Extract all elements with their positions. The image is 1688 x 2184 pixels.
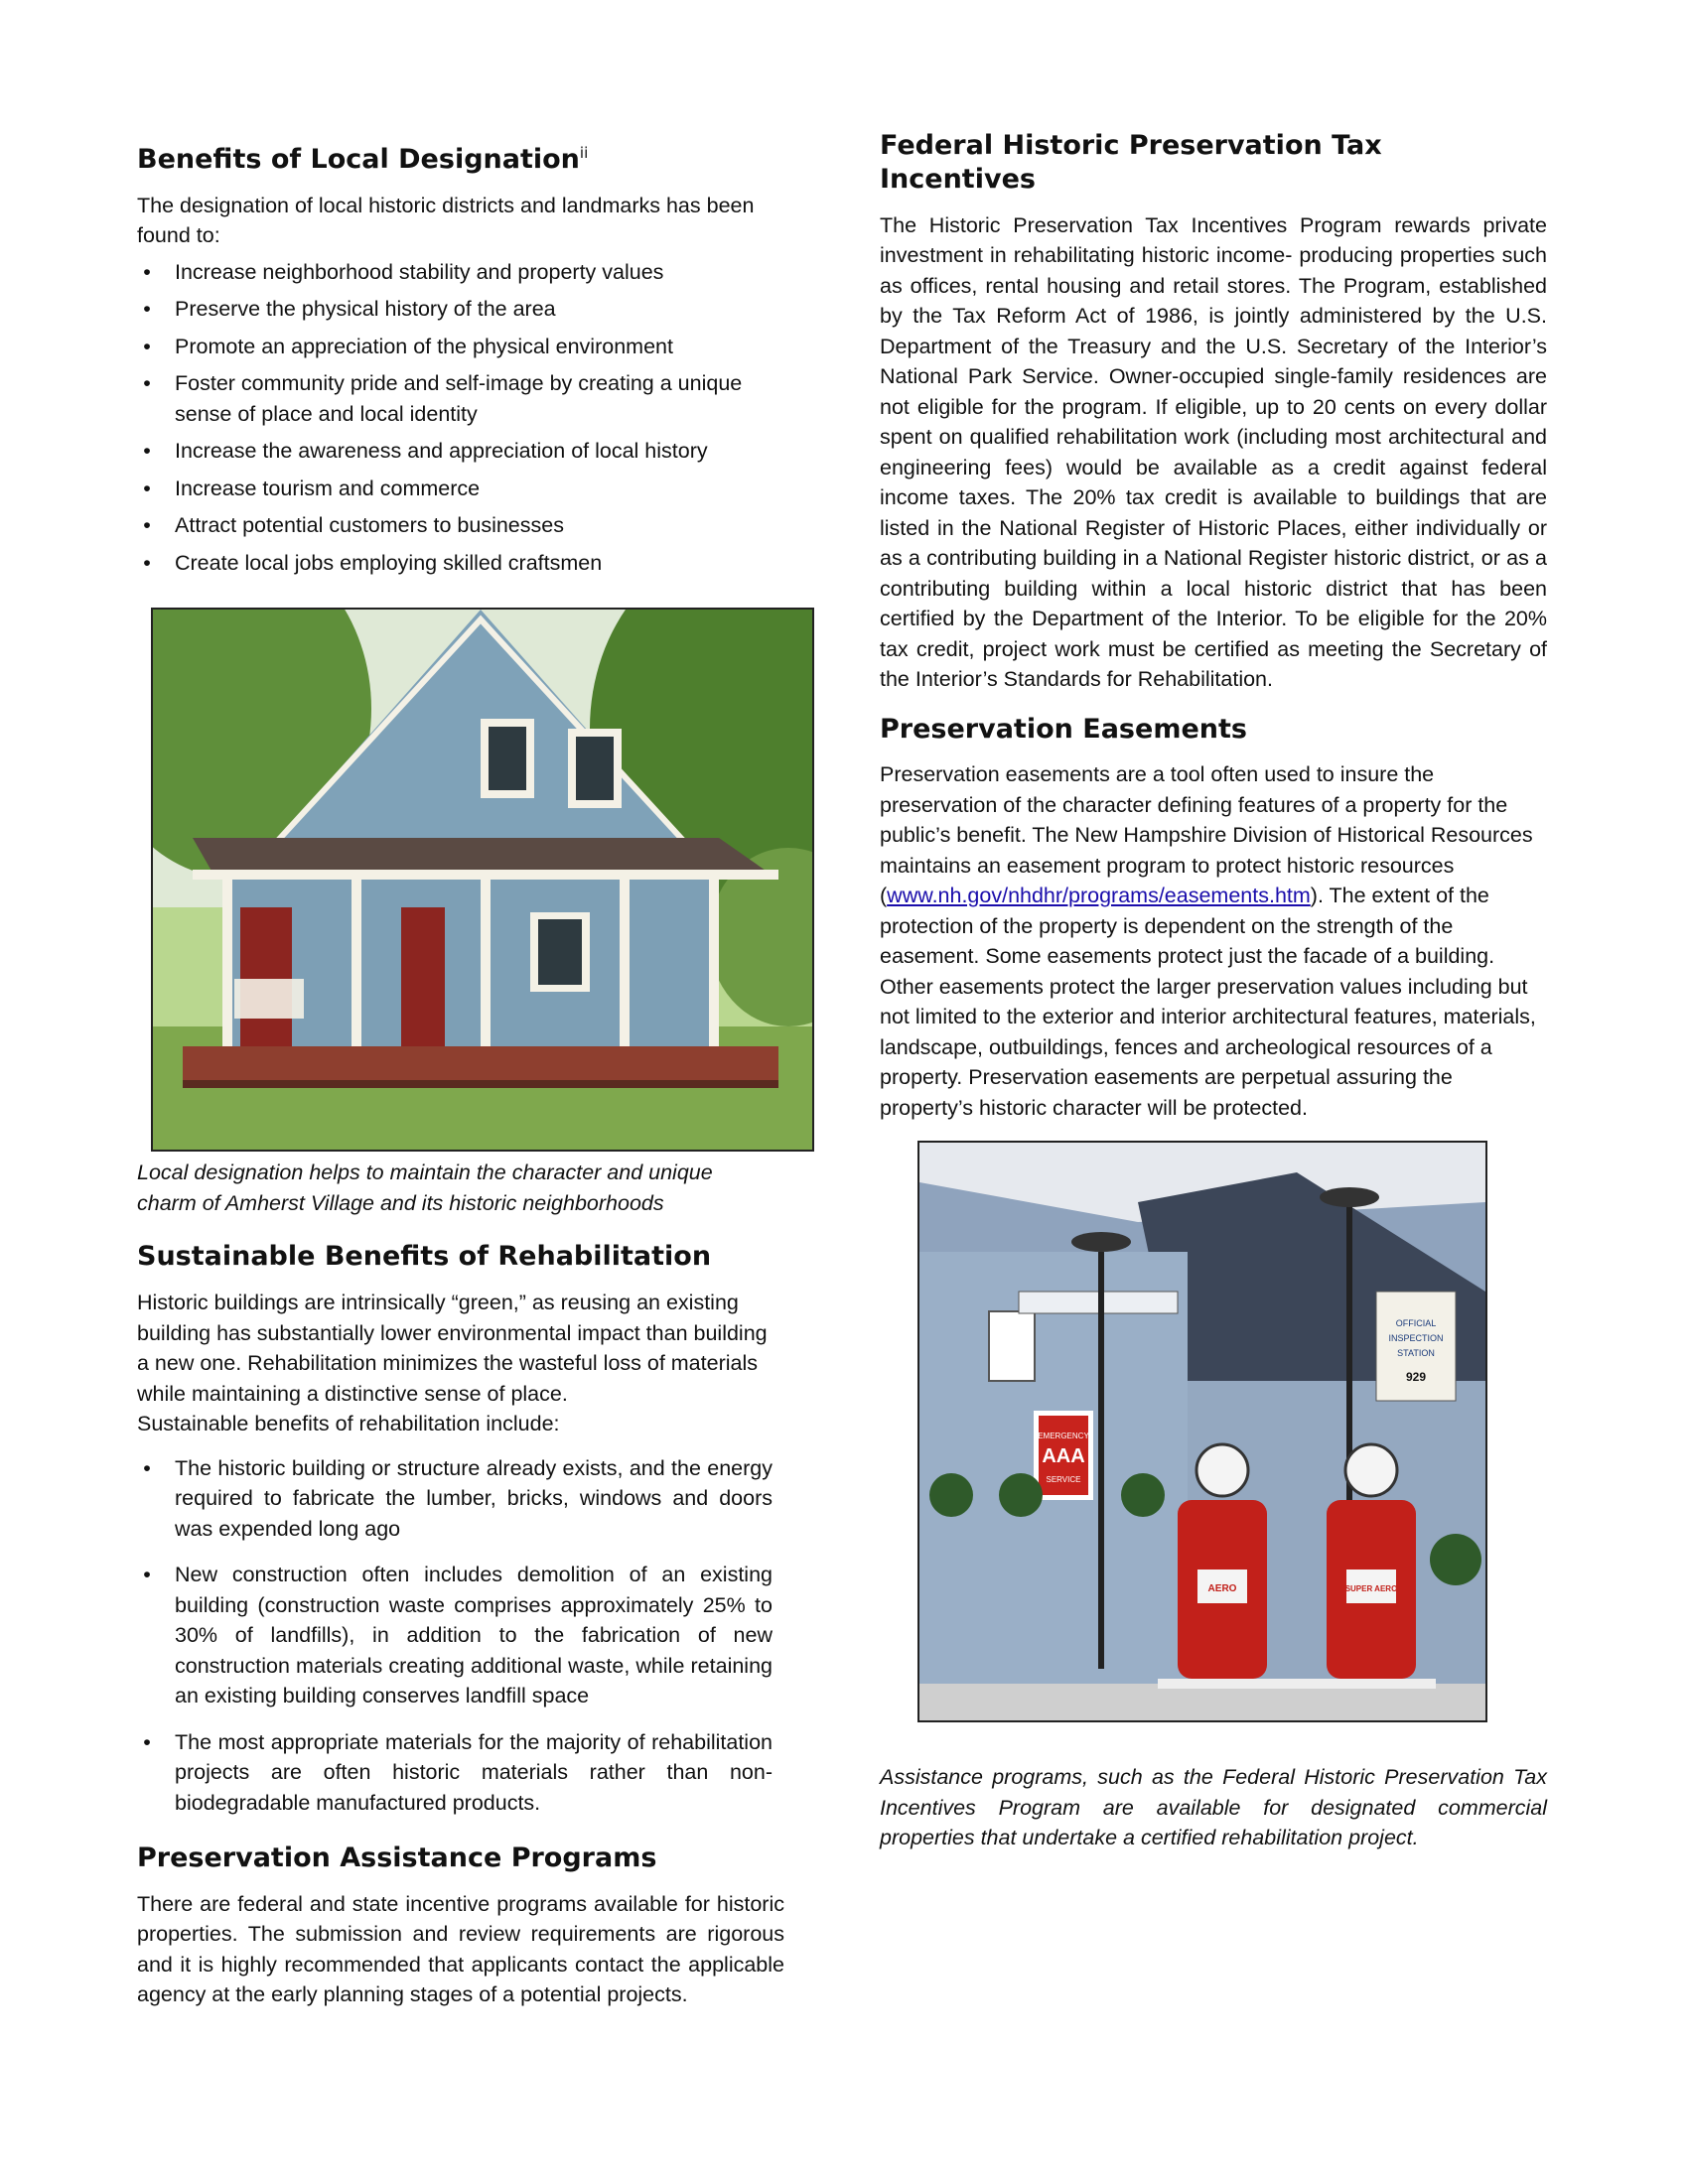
aaa-sign-bottom-text: SERVICE bbox=[1046, 1475, 1081, 1485]
federal-paragraph: The Historic Preservation Tax Incentives Program rewards private investment in rehabilitating historic income- producing properties such as offices, rental housing and retail stores. The Program, established by the Tax Reform Act of 1986, is jointly administered by the U.S. Department of the Treasury and the U.S. Secretary of the Interior’s National Park Service. Owner-occupied single-family residences are not eligible for the program. If eligible, up to 20 cents on every dollar spent on qualified rehabilitation work (including most architectural and engineering fees) would be available as a credit against federal income taxes. The 20% tax credit is available to buildings that are listed in the National Register of Historic Places, either individually or as a contributing building in a National Register historic district, or as a contributing building within a local historic district that has been certified by the Department of the Interior. To be eligible for the 20% tax credit, project work must be certified as meeting the Secretary of the Interior’s Standards for Rehabilitation. bbox=[880, 212, 1547, 691]
benefits-intro: The designation of local historic districts and landmarks has been found to: bbox=[137, 193, 755, 248]
gas-station-photo bbox=[917, 1141, 1487, 1722]
assistance-heading: Preservation Assistance Programs bbox=[137, 1843, 657, 1873]
list-item-text: Increase tourism and commerce bbox=[175, 476, 481, 500]
sustainable-intro: Sustainable benefits of rehabilitation include: bbox=[137, 1412, 560, 1435]
assistance-paragraph: There are federal and state incentive programs available for historic properties. The submission and review requirements are rigorous and it is highly recommended that applicants contact the applicable agency at the early planning stages of a potential projects. bbox=[137, 1891, 784, 2007]
list-item-text: Increase neighborhood stability and property values bbox=[175, 259, 664, 284]
right-column bbox=[880, 129, 1547, 1853]
list-item bbox=[137, 510, 792, 541]
bullet-icon: • bbox=[143, 297, 151, 322]
benefits-list bbox=[137, 257, 792, 579]
list-item bbox=[137, 474, 792, 504]
bullet-icon: • bbox=[143, 439, 151, 464]
house-photo bbox=[151, 608, 814, 1152]
list-item bbox=[137, 548, 792, 579]
easements-text-1: Preservation easements are a tool often used to insure the preservation of the character defining features of a property for the public’s benefit. The New Hampshire Division of Historical Resources maintains an easement program to protect historic resources ( bbox=[880, 762, 1533, 908]
list-item bbox=[137, 332, 792, 362]
benefits-heading bbox=[137, 143, 792, 177]
easements-link[interactable]: www.nh.gov/nhdhr/programs/easements.htm bbox=[887, 884, 1311, 908]
list-item-text: The historic building or structure already exists, and the energy required to fabricate the lumber, bricks, windows and doors was expended long ago bbox=[175, 1455, 773, 1541]
inspection-sign-bottom-text: STATION bbox=[1397, 1348, 1435, 1359]
list-item bbox=[137, 1560, 773, 1711]
benefits-title: Benefits of Local Designation bbox=[137, 144, 580, 175]
sustainable-heading: Sustainable Benefits of Rehabilitation bbox=[137, 1241, 712, 1273]
federal-heading: Federal Historic Preservation Tax Incentives bbox=[880, 130, 1382, 195]
list-item bbox=[137, 368, 792, 429]
list-item-text: Increase the awareness and appreciation of local history bbox=[175, 439, 708, 464]
gas-station-illustration bbox=[919, 1143, 1485, 1720]
sustainable-list bbox=[137, 1453, 773, 1819]
list-item-text: The most appropriate materials for the majority of rehabilitation projects are often historic materials rather than non-biodegradable manufactured products. bbox=[175, 1729, 773, 1815]
list-item-text: Foster community pride and self-image by creating a unique sense of place and local identity bbox=[175, 371, 743, 426]
aaa-sign-text: AAA bbox=[1042, 1445, 1085, 1468]
inspection-sign-text: INSPECTION bbox=[1388, 1333, 1444, 1344]
easements-text-2: ). The extent of the protection of the property is dependent on the strength of the easement. Some easements protect just the facade of a building. Other easements protect the larger preservation values including but not limited to the exterior and interior architectural features, materials, landscape, outbuildings, fences and archeological resources of a property. Preservation easements are perpetual assuring the property’s historic character will be protected. bbox=[880, 884, 1536, 1120]
list-item bbox=[137, 257, 792, 288]
bullet-icon: • bbox=[143, 1729, 151, 1754]
list-item-text: Preserve the physical history of the area bbox=[175, 297, 556, 322]
pump-right-label: SUPER AERO bbox=[1344, 1584, 1398, 1594]
pump-left-label: AERO bbox=[1207, 1583, 1237, 1595]
list-item-text: Create local jobs employing skilled craftsmen bbox=[175, 550, 603, 575]
list-item bbox=[137, 294, 792, 325]
easements-paragraph bbox=[880, 759, 1547, 1123]
list-item-text: New construction often includes demolition of an existing building (construction waste comprises approximately 25% to 30% of landfills), in addition to the fabrication of new construction materials creating additional waste, while retaining an existing building conserves landfill space bbox=[175, 1563, 773, 1707]
left-column bbox=[137, 129, 792, 2010]
bullet-icon: • bbox=[143, 1455, 151, 1480]
inspection-sign-top-text: OFFICIAL bbox=[1395, 1318, 1437, 1329]
house-illustration bbox=[153, 610, 812, 1150]
list-item-text: Promote an appreciation of the physical environment bbox=[175, 334, 673, 358]
list-item-text: Attract potential customers to businesses bbox=[175, 513, 564, 538]
bullet-icon: • bbox=[143, 259, 151, 284]
list-item bbox=[137, 1453, 773, 1545]
bullet-icon: • bbox=[143, 371, 151, 396]
bullet-icon: • bbox=[143, 1563, 151, 1586]
footnote-marker: ii bbox=[579, 144, 589, 162]
bullet-icon: • bbox=[143, 513, 151, 538]
bullet-icon: • bbox=[143, 476, 151, 500]
easements-heading: Preservation Easements bbox=[880, 713, 1247, 745]
house-photo-caption: Local designation helps to maintain the character and unique charm of Amherst Village and its historic neighborhoods bbox=[137, 1160, 713, 1215]
bullet-icon: • bbox=[143, 334, 151, 358]
list-item bbox=[137, 436, 792, 467]
aaa-sign-top-text: EMERGENCY bbox=[1038, 1432, 1089, 1441]
sustainable-paragraph: Historic buildings are intrinsically “green,” as reusing an existing building has substantially lower environmental impact than building a new one. Rehabilitation minimizes the wasteful loss of materials while maintaining a distinctive sense of place. bbox=[137, 1291, 768, 1406]
inspection-sign-number: 929 bbox=[1405, 1370, 1427, 1385]
list-item bbox=[137, 1727, 773, 1819]
gas-station-caption: Assistance programs, such as the Federal Historic Preservation Tax Incentives Program are available for designated commercial properties that undertake a certified rehabilitation project. bbox=[880, 1765, 1547, 1850]
bullet-icon: • bbox=[143, 550, 151, 575]
